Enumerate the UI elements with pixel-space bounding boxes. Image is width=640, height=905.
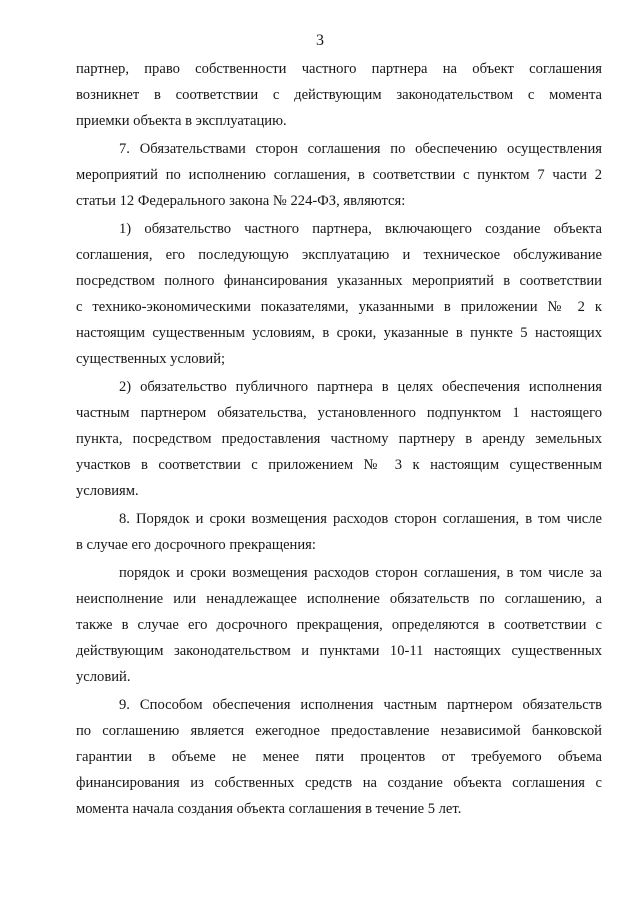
paragraph-continuation [76,56,602,134]
text-line: участков в соответствии с приложением № 3 к настоящим существенным [76,457,602,473]
text-line: 8. Порядок и сроки возмещения расходов сторон соглашения, в том числе [119,511,602,527]
text-line: приемки объекта в эксплуатацию. [76,113,287,129]
paragraph-subitem-2 [76,374,602,504]
text-line: посредством полного финансирования указанных мероприятий в соответствии [76,273,602,289]
text-line: момента начала создания объекта соглашения в течение 5 лет. [76,801,462,817]
text-line: 1) обязательство частного партнера, включающего создание объекта [119,221,602,237]
text-line: также в случае его досрочного прекращения, определяются в соответствии с [76,617,602,633]
text-line: условий. [76,669,131,685]
text-line: с технико-экономическими показателями, указанными в приложении № 2 к [76,299,602,315]
document-body [76,56,602,824]
paragraph-item-8 [76,506,602,558]
text-line: финансирования из собственных средств на создание объекта соглашения с [76,775,602,791]
paragraph-item-9 [76,692,602,822]
paragraph-item-8-body [76,560,602,690]
text-line: неисполнение или ненадлежащее исполнение обязательств по соглашению, а [76,591,602,607]
text-line: порядок и сроки возмещения расходов сторон соглашения, в том числе за [119,565,602,581]
text-line: настоящим существенным условиям, в сроки, указанные в пункте 5 настоящих [76,325,602,341]
text-line: пункта, посредством предоставления частному партнеру в аренду земельных [76,431,602,447]
page-number: 3 [316,32,324,49]
text-line: частным партнером обязательства, установленного подпунктом 1 настоящего [76,405,602,421]
text-line: существенных условий; [76,351,226,367]
paragraph-item-7 [76,136,602,214]
text-line: соглашения, его последующую эксплуатацию и техническое обслуживание [76,247,602,263]
text-line: статьи 12 Федерального закона № 224-ФЗ, являются: [76,193,406,209]
text-line: возникнет в соответствии с действующим законодательством с момента [76,87,602,103]
text-line: по соглашению является ежегодное предоставление независимой банковской [76,723,602,739]
text-line: 2) обязательство публичного партнера в целях обеспечения исполнения [119,379,602,395]
paragraph-subitem-1 [76,216,602,372]
text-line: условиям. [76,483,139,499]
text-line: 7. Обязательствами сторон соглашения по обеспечению осуществления [119,141,602,157]
text-line: действующим законодательством и пунктами 10-11 настоящих существенных [76,643,602,659]
text-line: мероприятий по исполнению соглашения, в соответствии с пунктом 7 части 2 [76,167,602,183]
text-line: 9. Способом обеспечения исполнения частным партнером обязательств [119,697,602,713]
text-line: в случае его досрочного прекращения: [76,537,316,553]
text-line: партнер, право собственности частного партнера на объект соглашения [76,61,602,77]
text-line: гарантии в объеме не менее пяти процентов от требуемого объема [76,749,602,765]
